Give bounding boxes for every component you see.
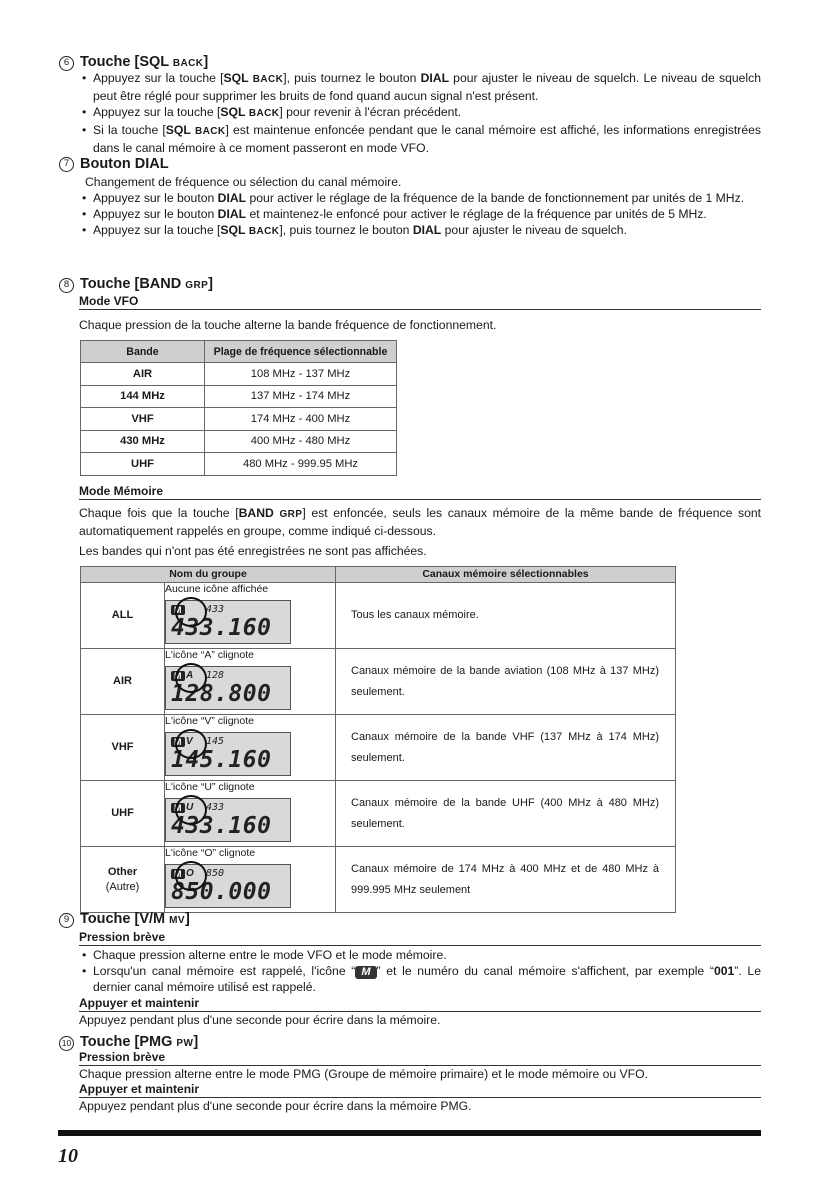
section-9-bullets xyxy=(79,947,761,995)
group-name-cell xyxy=(81,781,165,847)
range-cell: 137 MHz - 174 MHz xyxy=(205,385,397,408)
group-name-sub: (Autre) xyxy=(105,880,140,893)
group-name: UHF xyxy=(111,807,134,819)
display-cell xyxy=(165,649,336,715)
table-row xyxy=(81,408,397,431)
section-title: Touche [BAND GRP] xyxy=(80,276,213,292)
section-7-bullets xyxy=(79,190,761,240)
channel-number: 850 xyxy=(206,868,225,879)
band-cell: 144 MHz xyxy=(81,385,205,408)
memory-mode-subheading: Mode Mémoire xyxy=(79,484,761,500)
channels-description: Canaux mémoire de 174 MHz à 400 MHz et de 480 MHz à 999.995 MHz seulement xyxy=(336,847,676,913)
footer-rule xyxy=(58,1130,761,1136)
group-table xyxy=(80,566,676,913)
display-cell xyxy=(165,847,336,913)
hold-subheading: Appuyer et maintenir xyxy=(79,1082,761,1098)
group-name-cell xyxy=(81,649,165,715)
vfo-mode-text: Chaque pression de la touche alterne la bande fréquence de fonctionnement. xyxy=(79,318,497,332)
channels-header: Canaux mémoire sélectionnables xyxy=(336,567,676,583)
short-press-text: Chaque pression alterne entre le mode PMG (Groupe de mémoire primaire) et le mode mémoire ou VFO. xyxy=(79,1067,648,1081)
section-number: 10 xyxy=(59,1036,74,1051)
range-cell: 174 MHz - 400 MHz xyxy=(205,408,397,431)
group-tag-icon: O xyxy=(186,868,194,879)
range-cell: 400 MHz - 480 MHz xyxy=(205,430,397,453)
table-row xyxy=(81,847,676,913)
range-cell: 480 MHz - 999.95 MHz xyxy=(205,453,397,476)
icon-caption: L'icône “U” clignote xyxy=(165,781,255,793)
group-name: AIR xyxy=(113,675,132,687)
group-name-cell xyxy=(81,583,165,649)
section-title: Bouton DIAL xyxy=(80,156,169,172)
bullet-item: • Chaque pression alterne entre le mode VFO et le mode mémoire. xyxy=(79,947,761,963)
range-cell: 108 MHz - 137 MHz xyxy=(205,363,397,386)
channels-description: Tous les canaux mémoire. xyxy=(336,583,676,649)
bullet-item: • Appuyez sur le bouton DIAL pour activer le réglage de la fréquence de la bande de fonctionnement par unités de 1 MHz. xyxy=(79,190,761,206)
table-row xyxy=(81,781,676,847)
band-cell: 430 MHz xyxy=(81,430,205,453)
highlight-circle-icon xyxy=(175,795,207,825)
channel-number: 145 xyxy=(206,736,225,747)
display-cell xyxy=(165,583,336,649)
frequency-readout: 145.160 xyxy=(171,747,272,773)
frequency-readout: 850.000 xyxy=(171,879,272,905)
frequency-readout: 433.160 xyxy=(171,813,272,839)
memory-mode-note: Les bandes qui n'ont pas été enregistrées ne sont pas affichées. xyxy=(79,544,427,558)
lcd-display xyxy=(165,798,291,842)
section-number: 6 xyxy=(59,56,74,71)
hold-subheading: Appuyer et maintenir xyxy=(79,996,761,1012)
channel-number: 433 xyxy=(206,802,225,813)
band-column-header: Bande xyxy=(81,341,205,363)
channel-number: 128 xyxy=(206,670,225,681)
section-number: 7 xyxy=(59,157,74,172)
table-row xyxy=(81,649,676,715)
bullet-item: • Si la touche [SQL BACK] est maintenue enfoncée pendant que le canal mémoire est affiché, les informations enregistrées dans le canal mémoire à ce moment passeront en mode VFO. xyxy=(79,122,761,156)
channels-description: Canaux mémoire de la bande VHF (137 MHz à 174 MHz) seulement. xyxy=(336,715,676,781)
section-9-heading xyxy=(59,910,190,930)
highlight-circle-icon xyxy=(175,861,207,891)
bullet-item: • Appuyez sur le bouton DIAL et maintenez-le enfoncé pour activer le réglage de la fréquence par unités de 5 MHz. xyxy=(79,206,761,222)
group-tag-icon: V xyxy=(186,736,193,747)
hold-text: Appuyez pendant plus d'une seconde pour écrire dans la mémoire. xyxy=(79,1013,441,1027)
section-number: 8 xyxy=(59,278,74,293)
bullet-item: • Appuyez sur la touche [SQL BACK], puis tournez le bouton DIAL pour ajuster le niveau de squelch. Le niveau de squelch peut être réglé pour supprimer les bruits de fond quand aucun signal n'est présent. xyxy=(79,70,761,104)
icon-caption: L'icône “V” clignote xyxy=(165,715,254,727)
bullet-item: • Lorsqu'un canal mémoire est rappelé, l'icône “ M ” et le numéro du canal mémoire s'affichent, par exemple “001”. Le dernier canal mémoire utilisé est rappelé. xyxy=(79,963,761,995)
group-name-header: Nom du groupe xyxy=(81,567,336,583)
group-name-cell xyxy=(81,715,165,781)
icon-caption: L'icône “O” clignote xyxy=(165,847,256,859)
highlight-circle-icon xyxy=(175,597,207,627)
group-name: ALL xyxy=(111,609,134,621)
lcd-display xyxy=(165,600,291,644)
icon-caption: L'icône “A” clignote xyxy=(165,649,254,661)
vfo-mode-subheading: Mode VFO xyxy=(79,294,761,310)
display-cell xyxy=(165,781,336,847)
channels-description: Canaux mémoire de la bande UHF (400 MHz à 480 MHz) seulement. xyxy=(336,781,676,847)
short-press-subheading: Pression brève xyxy=(79,930,761,946)
memory-indicator-icon: M xyxy=(171,737,185,747)
band-table xyxy=(80,340,397,476)
band-cell: AIR xyxy=(81,363,205,386)
frequency-readout: 128.800 xyxy=(171,681,272,707)
icon-caption: Aucune icône affichée xyxy=(165,583,269,595)
section-8-heading xyxy=(59,275,213,295)
section-title: Touche [V/M MV] xyxy=(80,911,190,927)
bullet-item: • Appuyez sur la touche [SQL BACK], puis tournez le bouton DIAL pour ajuster le niveau de squelch. xyxy=(79,222,761,240)
lcd-display xyxy=(165,864,291,908)
table-row xyxy=(81,583,676,649)
table-row xyxy=(81,430,397,453)
highlight-circle-icon xyxy=(175,729,207,759)
memory-mode-text: Chaque fois que la touche [BAND GRP] est enfoncée, seuls les canaux mémoire de la même bande de fréquence sont automatiquement rappelés en groupe, comme indiqué ci-dessous. xyxy=(79,506,762,538)
display-cell xyxy=(165,715,336,781)
page-number: 10 xyxy=(58,1145,78,1167)
lcd-display xyxy=(165,732,291,776)
memory-indicator-icon: M xyxy=(171,671,185,681)
bullet-item: • Appuyez sur la touche [SQL BACK] pour revenir à l'écran précédent. xyxy=(79,104,761,122)
group-tag-icon: A xyxy=(186,670,194,681)
table-row xyxy=(81,385,397,408)
channels-description: Canaux mémoire de la bande aviation (108 MHz à 137 MHz) seulement. xyxy=(336,649,676,715)
section-7-intro: Changement de fréquence ou sélection du canal mémoire. xyxy=(85,175,402,189)
group-name: Other xyxy=(107,865,138,878)
memory-m-icon: M xyxy=(355,966,376,979)
group-tag-icon: U xyxy=(186,802,194,813)
group-name: VHF xyxy=(111,741,134,753)
memory-indicator-icon: M xyxy=(171,869,185,879)
group-name-cell xyxy=(81,847,165,913)
lcd-display xyxy=(165,666,291,710)
highlight-circle-icon xyxy=(175,663,207,693)
memory-indicator-icon: M xyxy=(171,605,185,615)
short-press-subheading: Pression brève xyxy=(79,1050,761,1066)
hold-text: Appuyez pendant plus d'une seconde pour écrire dans la mémoire PMG. xyxy=(79,1099,472,1113)
frequency-readout: 433.160 xyxy=(171,615,272,641)
table-row xyxy=(81,715,676,781)
table-row xyxy=(81,363,397,386)
range-column-header: Plage de fréquence sélectionnable xyxy=(205,341,397,363)
section-title: Touche [PMG PW] xyxy=(80,1034,199,1050)
band-cell: UHF xyxy=(81,453,205,476)
section-6-bullets xyxy=(79,70,761,156)
band-cell: VHF xyxy=(81,408,205,431)
section-7-heading xyxy=(59,155,169,173)
section-number: 9 xyxy=(59,913,74,928)
channel-number: 433 xyxy=(206,604,225,615)
section-title: Touche [SQL BACK] xyxy=(80,54,209,70)
memory-indicator-icon: M xyxy=(171,803,185,813)
table-row xyxy=(81,453,397,476)
